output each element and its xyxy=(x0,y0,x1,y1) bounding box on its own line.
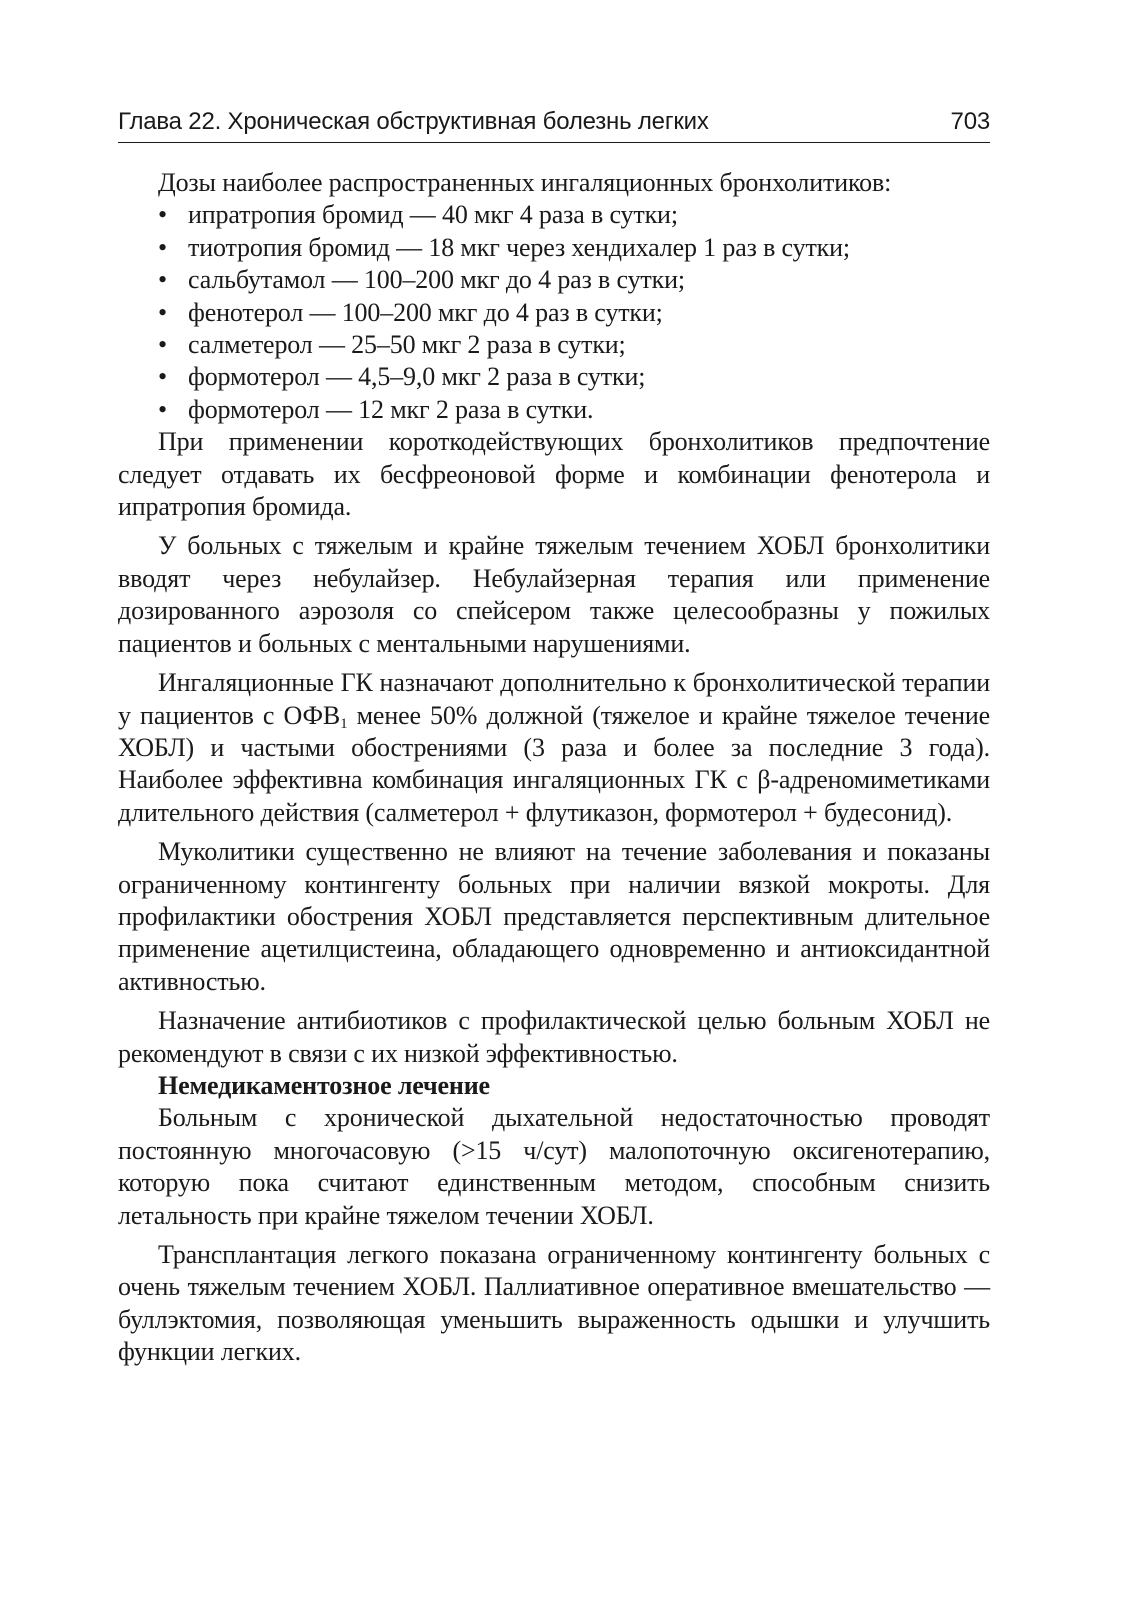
chapter-title: Глава 22. Хроническая обструктивная болезнь легких xyxy=(118,108,709,135)
paragraph-short-acting: При применении короткодействующих бронхолитиков предпочтение следует отдавать их бесфреоновой форме и комбинации фенотерола и ипратропия бромида. xyxy=(118,427,990,522)
fev-subscript: 1 xyxy=(340,715,348,732)
paragraph-mucolytics: Муколитики существенно не влияют на течение заболевания и показаны ограниченному контингенту больных при наличии вязкой мокроты. Для профилактики обострения ХОБЛ представляется перспективным длительное применение ацетилцистеина, обладающего одновременно и антиоксидантной активностью. xyxy=(118,837,990,996)
list-item: • тиотропия бромид — 18 мкг через хендихалер 1 раз в сутки; xyxy=(118,232,990,264)
paragraph-nebulizer: У больных с тяжелым и крайне тяжелым течением ХОБЛ бронхолитики вводят через небулайзер. Небулайзерная терапия или применение дозированного аэрозоля со спейсером также целесообразны у пожилых пациентов и больных с ментальными нарушениями. xyxy=(118,531,990,658)
list-item: • ипратропия бромид — 40 мкг 4 раза в сутки; xyxy=(118,199,990,231)
paragraph-inhaled-gk xyxy=(118,667,990,829)
body-text xyxy=(118,167,990,1369)
list-item: • сальбутамол — 100–200 мкг до 4 раз в сутки; xyxy=(118,264,990,296)
list-item: • фенотерол — 100–200 мкг до 4 раз в сутки; xyxy=(118,297,990,329)
list-item: • формотерол — 4,5–9,0 мкг 2 раза в сутки; xyxy=(118,361,990,393)
list-item: • салметерол — 25–50 мкг 2 раза в сутки; xyxy=(118,329,990,361)
paragraph-antibiotics: Назначение антибиотиков с профилактической целью больным ХОБЛ не рекомендуют в связи с их низкой эффективностью. xyxy=(118,1006,990,1068)
paragraph-inhaled-gk-end: менее 50% должной (тяжелое и крайне тяжелое течение ХОБЛ) и частыми обострениями (3 раза и более за последние 3 года). Наиболее эффективна комбинация ингаляционных ГК с β-адреномиметиками длительного действия (салметерол + флутиказон, формотерол + будесонид). xyxy=(118,700,991,827)
section-subheading: Немедикаментозное лечение xyxy=(158,1070,490,1100)
paragraph-oxygen-therapy: Больным с хронической дыхательной недостаточностью проводят постоянную многочасовую (>15 ч/сут) малопоточную оксигенотерапию, которую пока считают единственным методом, способным снизить летальность при крайне тяжелом течении ХОБЛ. xyxy=(118,1103,990,1230)
paragraph-transplantation: Трансплантация легкого показана ограниченному контингенту больных с очень тяжелым течением ХОБЛ. Паллиативное оперативное вмешательство — буллэктомия, позволяющая уменьшить выраженность одышки и улучшить функции легких. xyxy=(118,1240,990,1367)
doses-list xyxy=(118,199,990,426)
book-page xyxy=(118,108,990,1369)
paragraph-inhaled-gk-start: Ингаляционные ГК назначают дополнительно к бронхолитической терапии у пациентов с ОФВ xyxy=(118,668,990,730)
running-header xyxy=(118,108,990,143)
doses-intro: Дозы наиболее распространенных ингаляционных бронхолитиков: xyxy=(158,168,892,197)
page-number: 703 xyxy=(950,108,990,135)
list-item: • формотерол — 12 мкг 2 раза в сутки. xyxy=(118,394,990,426)
